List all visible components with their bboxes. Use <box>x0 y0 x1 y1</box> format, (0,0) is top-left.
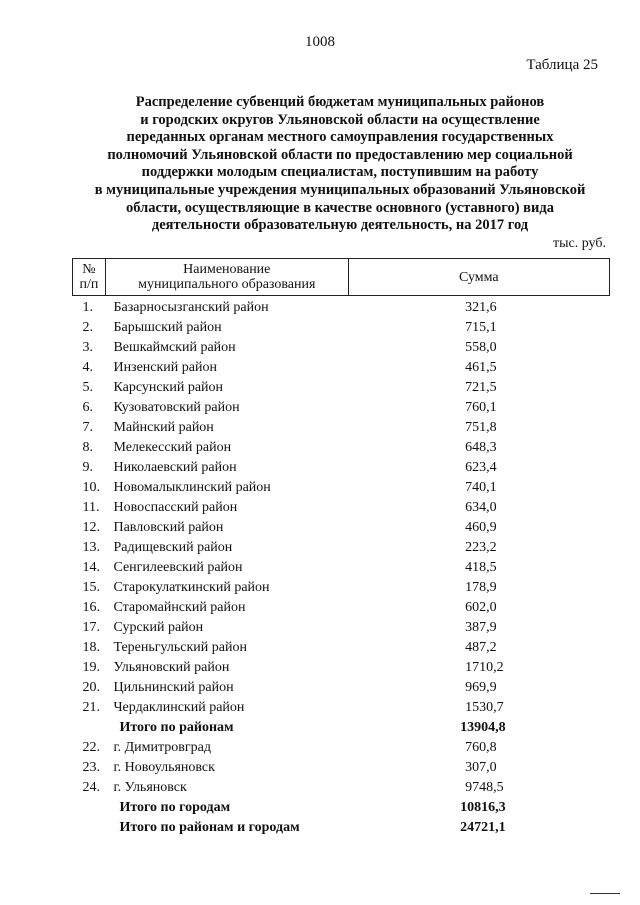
row-number: 13. <box>82 540 100 555</box>
row-name: г. Димитровград <box>113 740 211 755</box>
table-row <box>73 478 610 498</box>
table-label: Таблица 25 <box>526 57 598 73</box>
row-sum: 760,1 <box>465 400 497 415</box>
title-line: деятельности образовательную деятельность, на 2017 год <box>151 217 529 234</box>
row-name: Тереньгульский район <box>113 640 247 655</box>
table-row <box>73 358 610 378</box>
row-sum: 623,4 <box>465 460 497 475</box>
row-name: Николаевский район <box>113 460 237 475</box>
row-sum: 13904,8 <box>460 720 506 735</box>
row-number <box>73 718 106 738</box>
table-row <box>73 558 610 578</box>
title-line: в муниципальные учреждения муниципальных образований Ульяновской <box>94 181 586 198</box>
row-number: 23. <box>82 760 100 775</box>
row-name: Инзенский район <box>113 360 217 375</box>
table-row <box>73 618 610 638</box>
row-sum: 634,0 <box>465 500 497 515</box>
header-sum: Сумма <box>348 259 609 296</box>
row-name: Чердаклинский район <box>113 700 245 715</box>
title-line: поддержки молодым специалистам, поступившим на работу <box>141 164 539 181</box>
row-name: Итого по городам <box>119 800 231 815</box>
table-row <box>73 318 610 338</box>
row-sum: 602,0 <box>465 600 497 615</box>
row-number: 7. <box>82 420 93 435</box>
table-row <box>73 538 610 558</box>
row-number: 19. <box>82 660 100 675</box>
table-row <box>73 598 610 618</box>
row-sum: 740,1 <box>465 480 497 495</box>
footer-divider <box>590 893 620 894</box>
row-number: 2. <box>82 320 93 335</box>
table-row <box>73 398 610 418</box>
table-row <box>73 698 610 718</box>
row-sum: 24721,1 <box>460 820 506 835</box>
row-number: 20. <box>82 680 100 695</box>
row-sum: 721,5 <box>465 380 497 395</box>
title-line: области, осуществляющие в качестве основного (уставного) вида <box>126 199 554 216</box>
table-row <box>73 578 610 598</box>
units-label: тыс. руб. <box>553 236 606 251</box>
table-row <box>73 778 610 798</box>
row-name: Новоспасский район <box>113 500 238 515</box>
header-name: Наименование муниципального образования <box>105 259 348 296</box>
table-row <box>73 458 610 478</box>
row-sum: 648,3 <box>465 440 497 455</box>
row-number: 3. <box>82 340 93 355</box>
total-row <box>73 718 610 738</box>
row-sum: 461,5 <box>465 360 497 375</box>
table-row <box>73 438 610 458</box>
row-number <box>73 798 106 818</box>
row-name: Вешкаймский район <box>113 340 236 355</box>
row-name: Карсунский район <box>113 380 224 395</box>
row-number: 4. <box>82 360 93 375</box>
table-row <box>73 296 610 319</box>
row-name: Барышский район <box>113 320 222 335</box>
row-name: Старомайнский район <box>113 600 246 615</box>
row-name: Кузоватовский район <box>113 400 240 415</box>
row-sum: 321,6 <box>465 300 497 315</box>
page-number: 1008 <box>305 34 335 50</box>
row-name: Старокулаткинский район <box>113 580 270 595</box>
row-name: г. Ульяновск <box>113 780 187 795</box>
row-number: 14. <box>82 560 100 575</box>
header-num: № п/п <box>73 259 106 296</box>
subvention-table <box>72 258 610 838</box>
row-number: 21. <box>82 700 100 715</box>
row-name: Радищевский район <box>113 540 233 555</box>
row-name: Сурский район <box>113 620 204 635</box>
row-sum: 418,5 <box>465 560 497 575</box>
table-header <box>73 259 610 296</box>
row-sum: 1530,7 <box>465 700 504 715</box>
title-line: полномочий Ульяновской области по предоставлению мер социальной <box>107 146 573 163</box>
row-sum: 10816,3 <box>460 800 506 815</box>
row-sum: 558,0 <box>465 340 497 355</box>
row-sum: 387,9 <box>465 620 497 635</box>
row-name: Майнский район <box>113 420 214 435</box>
row-name: Итого по районам <box>119 720 234 735</box>
row-number: 22. <box>82 740 100 755</box>
total-row <box>73 798 610 818</box>
row-number: 18. <box>82 640 100 655</box>
row-number: 10. <box>82 480 100 495</box>
table-row <box>73 418 610 438</box>
row-number: 5. <box>82 380 93 395</box>
row-sum: 9748,5 <box>465 780 504 795</box>
row-number: 12. <box>82 520 100 535</box>
row-number: 9. <box>82 460 93 475</box>
table-body <box>73 296 610 839</box>
row-name: Павловский район <box>113 520 224 535</box>
row-name: Мелекесский район <box>113 440 232 455</box>
table-row <box>73 638 610 658</box>
table-row <box>73 658 610 678</box>
title-line: и городских округов Ульяновской области на осуществление <box>140 111 540 128</box>
row-name: Цильнинский район <box>113 680 234 695</box>
row-sum: 487,2 <box>465 640 497 655</box>
row-sum: 1710,2 <box>465 660 504 675</box>
row-number: 6. <box>82 400 93 415</box>
total-row <box>73 818 610 838</box>
row-name: г. Новоульяновск <box>113 760 215 775</box>
row-number: 15. <box>82 580 100 595</box>
row-sum: 223,2 <box>465 540 497 555</box>
row-name: Новомалыклинский район <box>113 480 271 495</box>
row-sum: 307,0 <box>465 760 497 775</box>
title-line: переданных органам местного самоуправления государственных <box>126 129 554 146</box>
table-row <box>73 518 610 538</box>
row-number: 11. <box>82 500 100 515</box>
table-row <box>73 498 610 518</box>
document-title <box>62 94 618 235</box>
table-row <box>73 338 610 358</box>
table-row <box>73 758 610 778</box>
row-number: 24. <box>82 780 100 795</box>
row-number: 17. <box>82 620 100 635</box>
row-name: Базарносызганский район <box>113 300 269 315</box>
row-sum: 715,1 <box>465 320 497 335</box>
row-name: Сенгилеевский район <box>113 560 243 575</box>
row-number: 8. <box>82 440 93 455</box>
row-sum: 751,8 <box>465 420 497 435</box>
row-sum: 760,8 <box>465 740 497 755</box>
row-name: Итого по районам и городам <box>119 820 300 835</box>
title-line: Распределение субвенций бюджетам муниципальных районов <box>135 94 545 110</box>
row-sum: 969,9 <box>465 680 497 695</box>
row-sum: 460,9 <box>465 520 497 535</box>
row-name: Ульяновский район <box>113 660 230 675</box>
table-row <box>73 678 610 698</box>
table-row <box>73 378 610 398</box>
row-number: 1. <box>82 300 93 315</box>
row-sum: 178,9 <box>465 580 497 595</box>
table-row <box>73 738 610 758</box>
row-number: 16. <box>82 600 100 615</box>
row-number <box>73 818 106 838</box>
